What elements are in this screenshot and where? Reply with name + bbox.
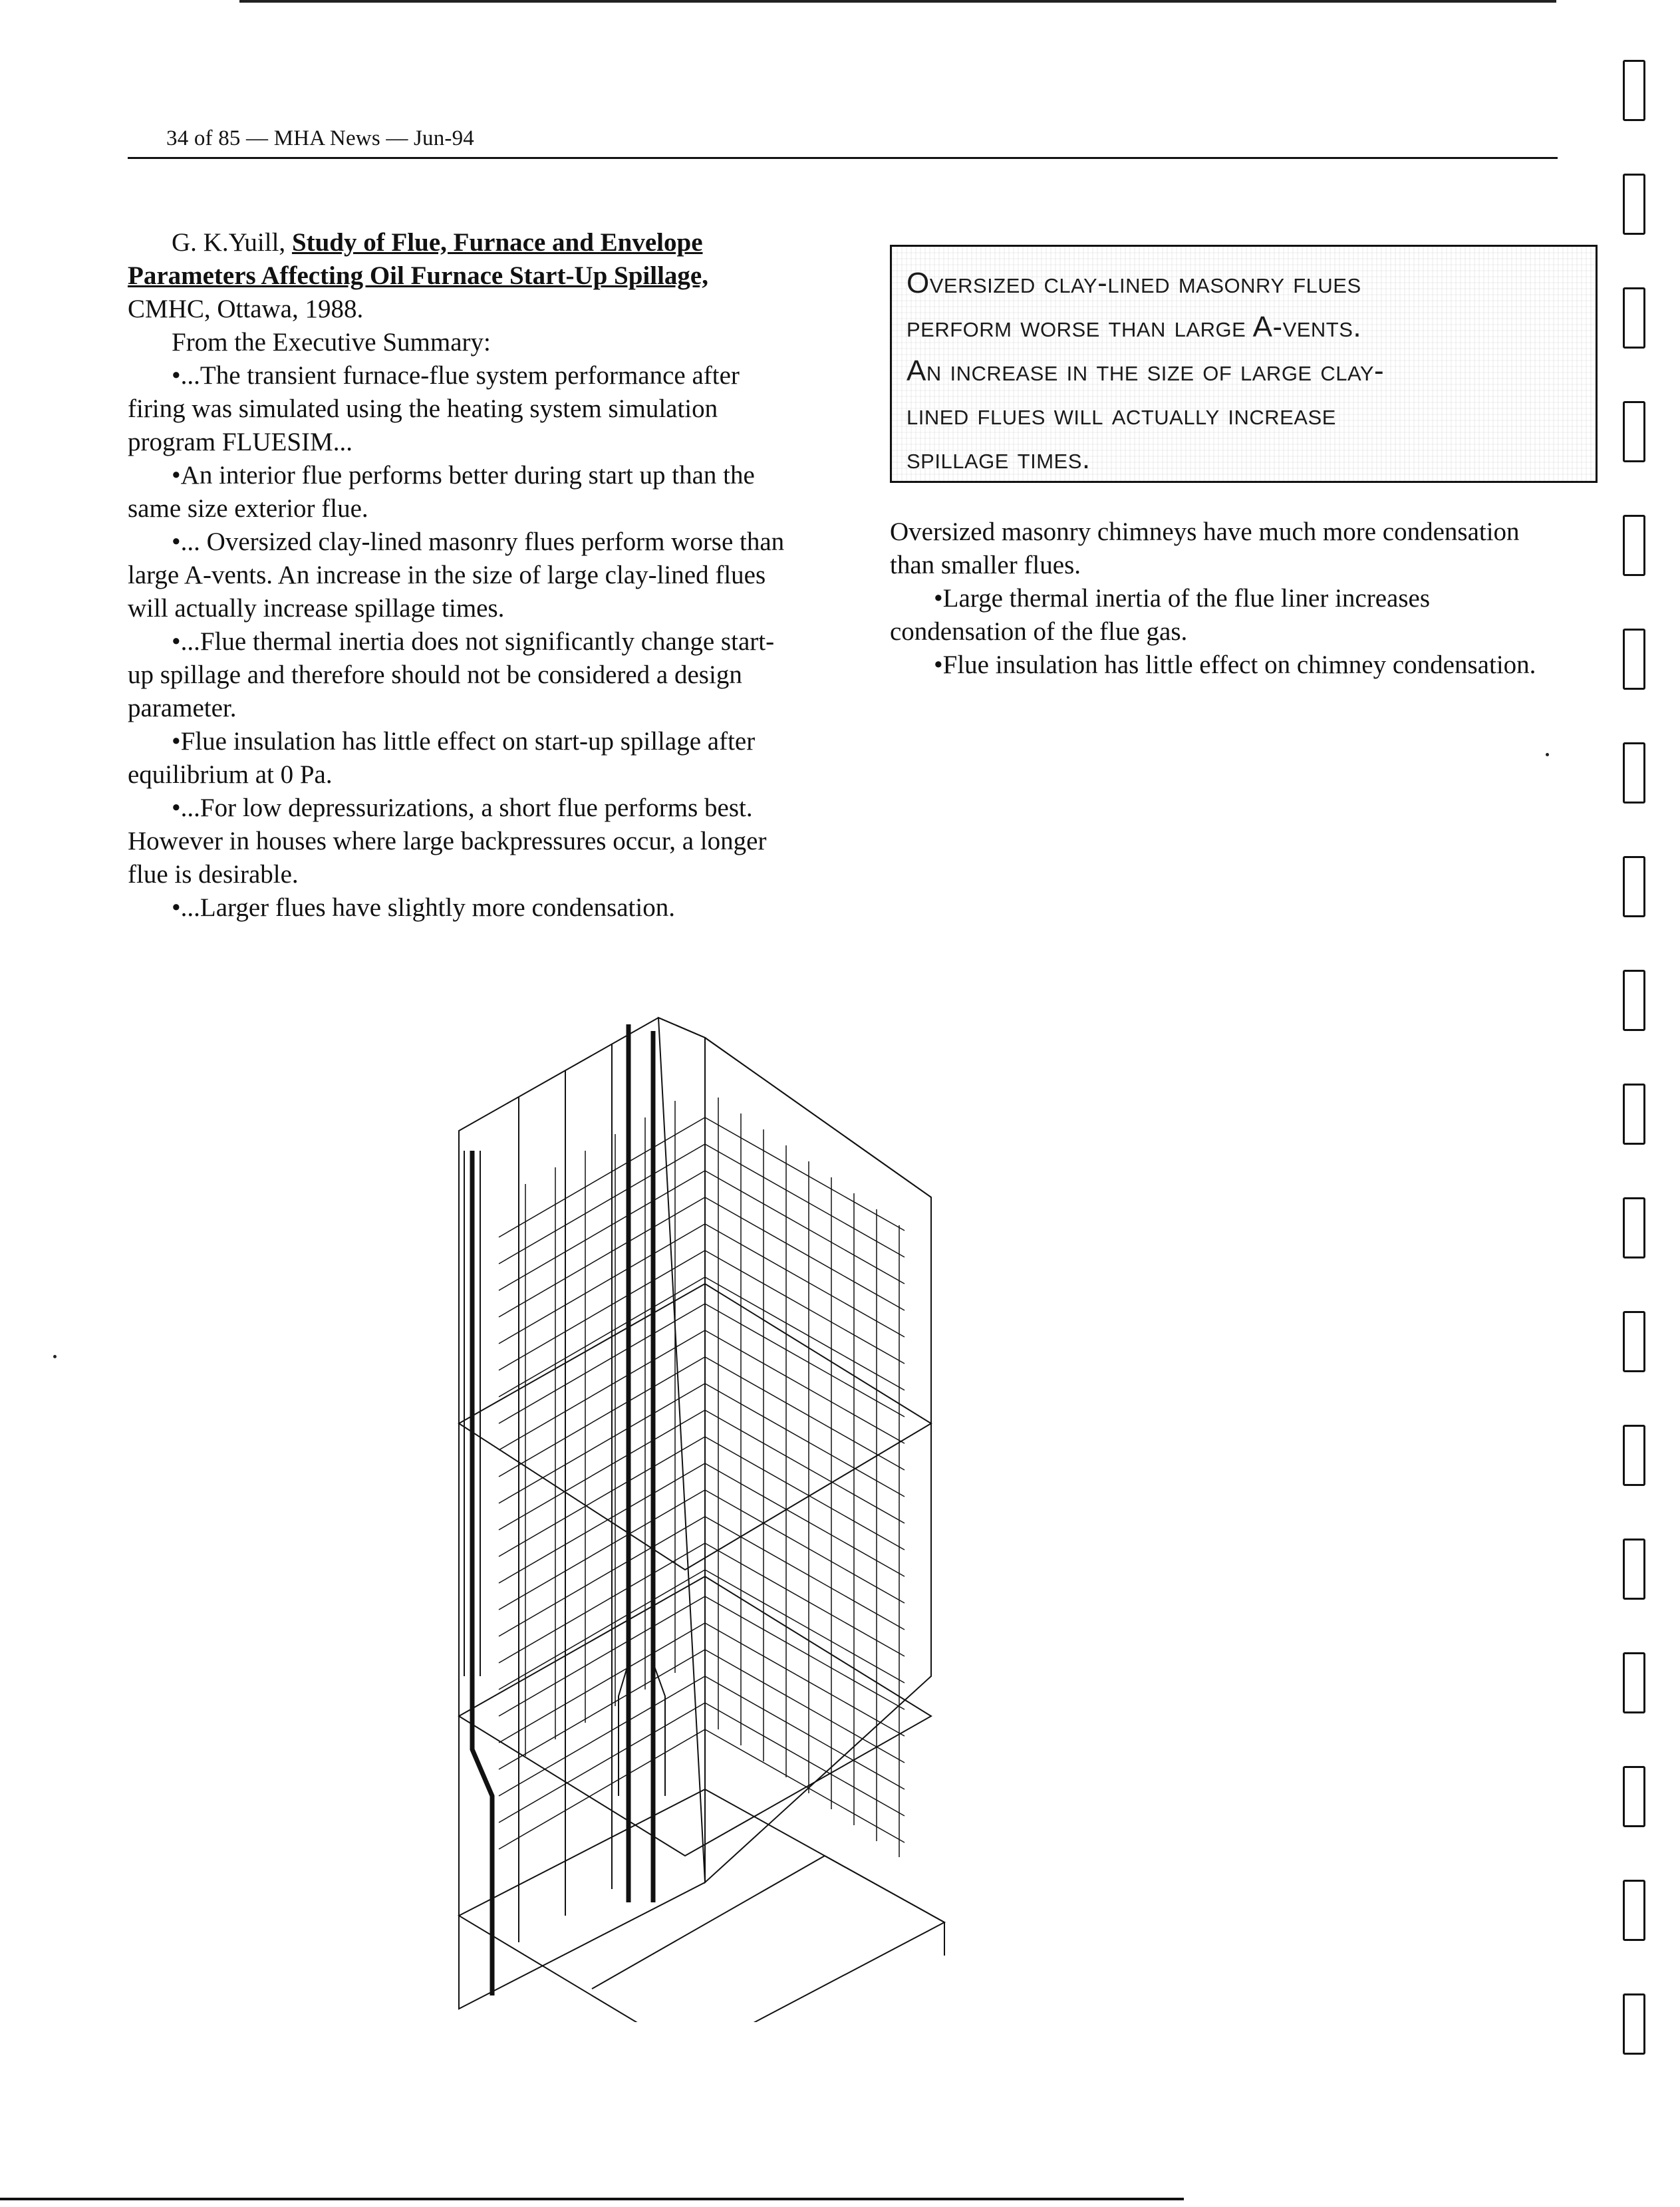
pull-quote-line: Oversized clay-lined masonry flues xyxy=(907,267,1361,299)
bottom-rule xyxy=(0,2198,1184,2200)
binder-hole-icon xyxy=(1623,515,1645,576)
binder-hole-icon xyxy=(1623,629,1645,690)
bullet-item: •Flue insulation has little effect on chimney condensation. xyxy=(934,651,1536,679)
citation-title: Study of Flue, Furnace and Envelope Parameters Affecting Oil Furnace Start-Up Spillage, xyxy=(128,228,708,290)
wireframe-house-flue-drawing xyxy=(439,998,1210,2022)
binder-hole-icon xyxy=(1623,1084,1645,1145)
binder-hole-icon xyxy=(1623,60,1645,121)
binder-hole-icon xyxy=(1623,1311,1645,1372)
stray-dot xyxy=(53,1355,57,1358)
left-column xyxy=(128,226,799,925)
bullet-item: •...The transient furnace-flue system performance after firing was simulated using the heating system simulation program FLUESIM... xyxy=(128,361,740,456)
binder-hole-icon xyxy=(1623,742,1645,804)
binder-hole-icon xyxy=(1623,1652,1645,1713)
pull-quote-line: perform worse than large A-vents. xyxy=(907,311,1362,343)
binder-hole-icon xyxy=(1623,856,1645,917)
binder-hole-icon xyxy=(1623,970,1645,1031)
binder-hole-icon xyxy=(1623,1993,1645,2055)
bullet-item: •Large thermal inertia of the flue liner increases condensation of the flue gas. xyxy=(890,584,1431,646)
binder-hole-icon xyxy=(1623,1539,1645,1600)
bullet-item: •...For low depressurizations, a short flue performs best. However in houses where large backpressures occur, a longer flue is desirable. xyxy=(128,794,767,889)
binder-hole-icon xyxy=(1623,1425,1645,1486)
pull-quote-line: spillage times. xyxy=(907,442,1091,475)
top-rule xyxy=(239,0,1556,3)
bullet-item: •...Flue thermal inertia does not significantly change start-up spillage and therefore should not be considered a design parameter. xyxy=(128,627,775,722)
binder-hole-icon xyxy=(1623,1766,1645,1827)
binder-hole-icon xyxy=(1623,1880,1645,1941)
bullet-item: •... Oversized clay-lined masonry flues perform worse than large A-vents. An increase in the size of large clay-lined flues will actually increase spillage times. xyxy=(128,527,785,623)
binder-hole-icon xyxy=(1623,174,1645,235)
binder-holes xyxy=(1623,60,1663,2155)
citation-author: G. K.Yuill, xyxy=(172,228,286,257)
running-head: 34 of 85 — MHA News — Jun-94 xyxy=(166,126,475,150)
pull-quote-box xyxy=(890,245,1598,483)
executive-summary-intro: From the Executive Summary: xyxy=(172,328,491,357)
binder-hole-icon xyxy=(1623,401,1645,462)
bullet-item: •An interior flue performs better during start up than the same size exterior flue. xyxy=(128,461,755,523)
header-rule xyxy=(128,157,1558,159)
binder-hole-icon xyxy=(1623,287,1645,349)
stray-dot xyxy=(1546,753,1549,756)
right-column xyxy=(890,515,1562,682)
citation-publisher: CMHC, Ottawa, 1988. xyxy=(128,295,364,323)
pull-quote-line: lined flues will actually increase xyxy=(907,398,1336,431)
citation xyxy=(128,226,799,293)
bullet-item: •...Larger flues have slightly more condensation. xyxy=(172,893,675,922)
paragraph: Oversized masonry chimneys have much more condensation than smaller flues. xyxy=(890,517,1520,579)
bullet-item: •Flue insulation has little effect on start-up spillage after equilibrium at 0 Pa. xyxy=(128,727,756,789)
pull-quote-line: An increase in the size of large clay- xyxy=(907,355,1385,387)
binder-hole-icon xyxy=(1623,1197,1645,1258)
